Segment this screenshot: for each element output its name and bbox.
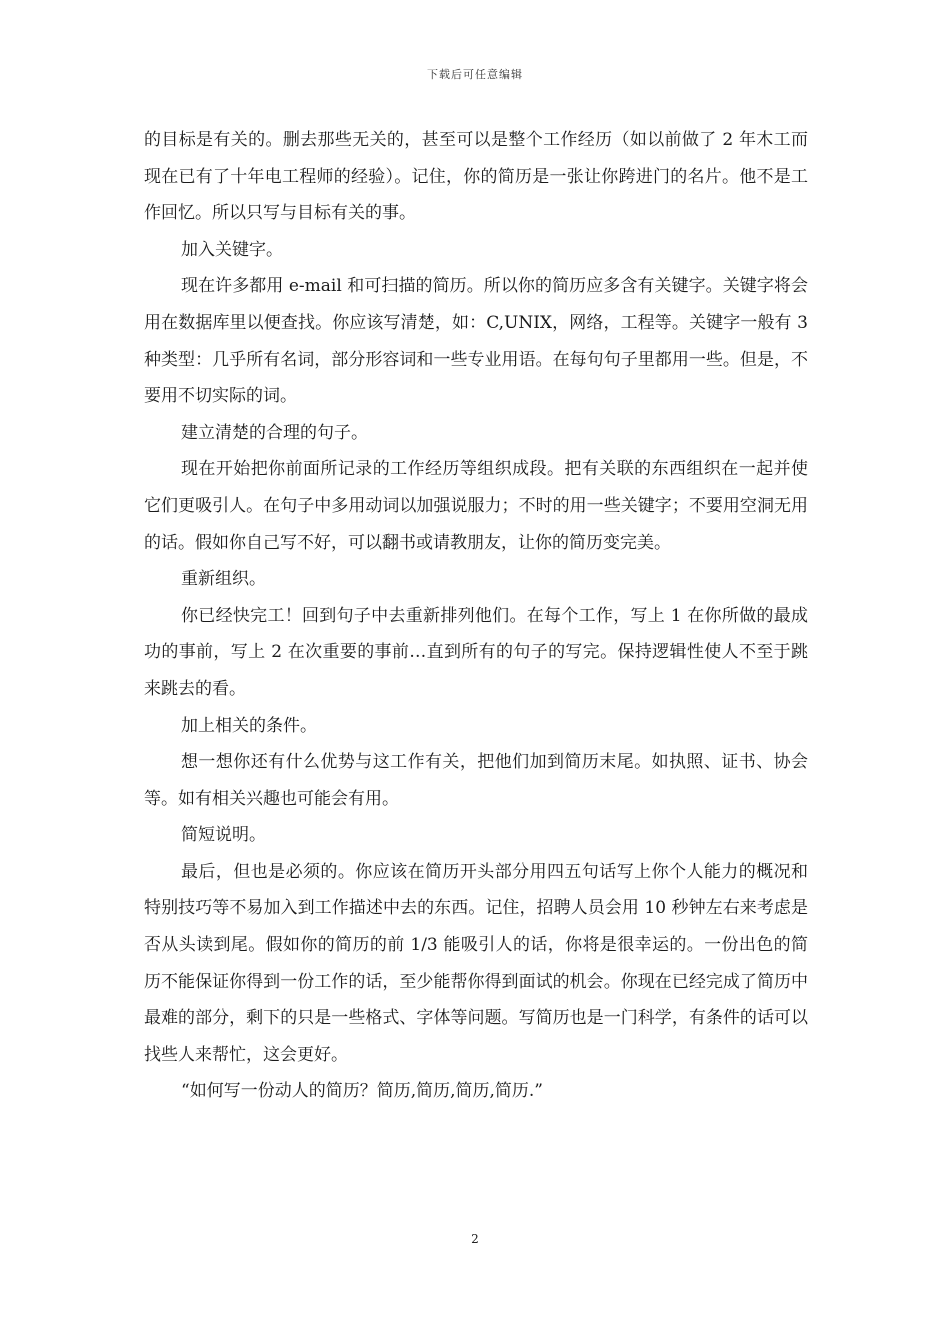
- paragraph-intro: 的目标是有关的。删去那些无关的，甚至可以是整个工作经历（如以前做了 2 年木工而现在已有了十年电工程师的经验）。记住，你的简历是一张让你跨进门的名片。他不是工作回忆。所以只写与目标有关的事。: [144, 130, 808, 224]
- closing-quote: “如何写一份动人的简历？简历,简历,简历,简历.”: [181, 1081, 543, 1102]
- page-header: 下载后可任意编辑: [427, 68, 523, 81]
- heading-keywords: 加入关键字。: [181, 239, 283, 260]
- paragraph-summary: 最后，但也是必须的。你应该在简历开头部分用四五句话写上你个人能力的概况和特别技巧等不易加入到工作描述中去的东西。记住，招聘人员会用 10 秒钟左右来考虑是否从头读到尾。假如你的简历的前 1/3 能吸引人的话，你将是很幸运的。一份出色的简历不能保证你得到一份工作的话，至少能帮你得到面试的机会。你现在已经完成了简历中最难的部分，剩下的只是一些格式、字体等问题。写简历也是一门科学，有条件的话可以找些人来帮忙，这会更好。: [144, 861, 808, 1065]
- heading-reorganize: 重新组织。: [181, 569, 266, 590]
- heading-sentences: 建立清楚的合理的句子。: [181, 422, 368, 443]
- paragraph-reorganize: 你已经快完工！回到句子中去重新排列他们。在每个工作，写上 1 在你所做的最成功的事前，写上 2 在次重要的事前…直到所有的句子的写完。保持逻辑性使人不至于跳来跳去的看。: [144, 605, 808, 699]
- paragraph-conditions: 想一想你还有什么优势与这工作有关，把他们加到简历末尾。如执照、证书、协会等。如有相关兴趣也可能会有用。: [144, 752, 808, 809]
- paragraph-keywords: 现在许多都用 e-mail 和可扫描的简历。所以你的简历应多含有关键字。关键字将会用在数据库里以便查找。你应该写清楚，如：C,UNIX，网络，工程等。关键字一般有 3 种类型：几乎所有名词，部分形容词和一些专业用语。在每句句子里都用一些。但是，不要用不切实际的词。: [144, 276, 808, 407]
- document-body: [144, 122, 808, 1110]
- paragraph-sentences: 现在开始把你前面所记录的工作经历等组织成段。把有关联的东西组织在一起并使它们更吸引人。在句子中多用动词以加强说服力；不时的用一些关键字；不要用空洞无用的话。假如你自己写不好，可以翻书或请教朋友，让你的简历变完美。: [144, 459, 808, 553]
- heading-summary: 简短说明。: [181, 825, 266, 846]
- heading-conditions: 加上相关的条件。: [181, 715, 317, 736]
- page-number: 2: [471, 1232, 479, 1246]
